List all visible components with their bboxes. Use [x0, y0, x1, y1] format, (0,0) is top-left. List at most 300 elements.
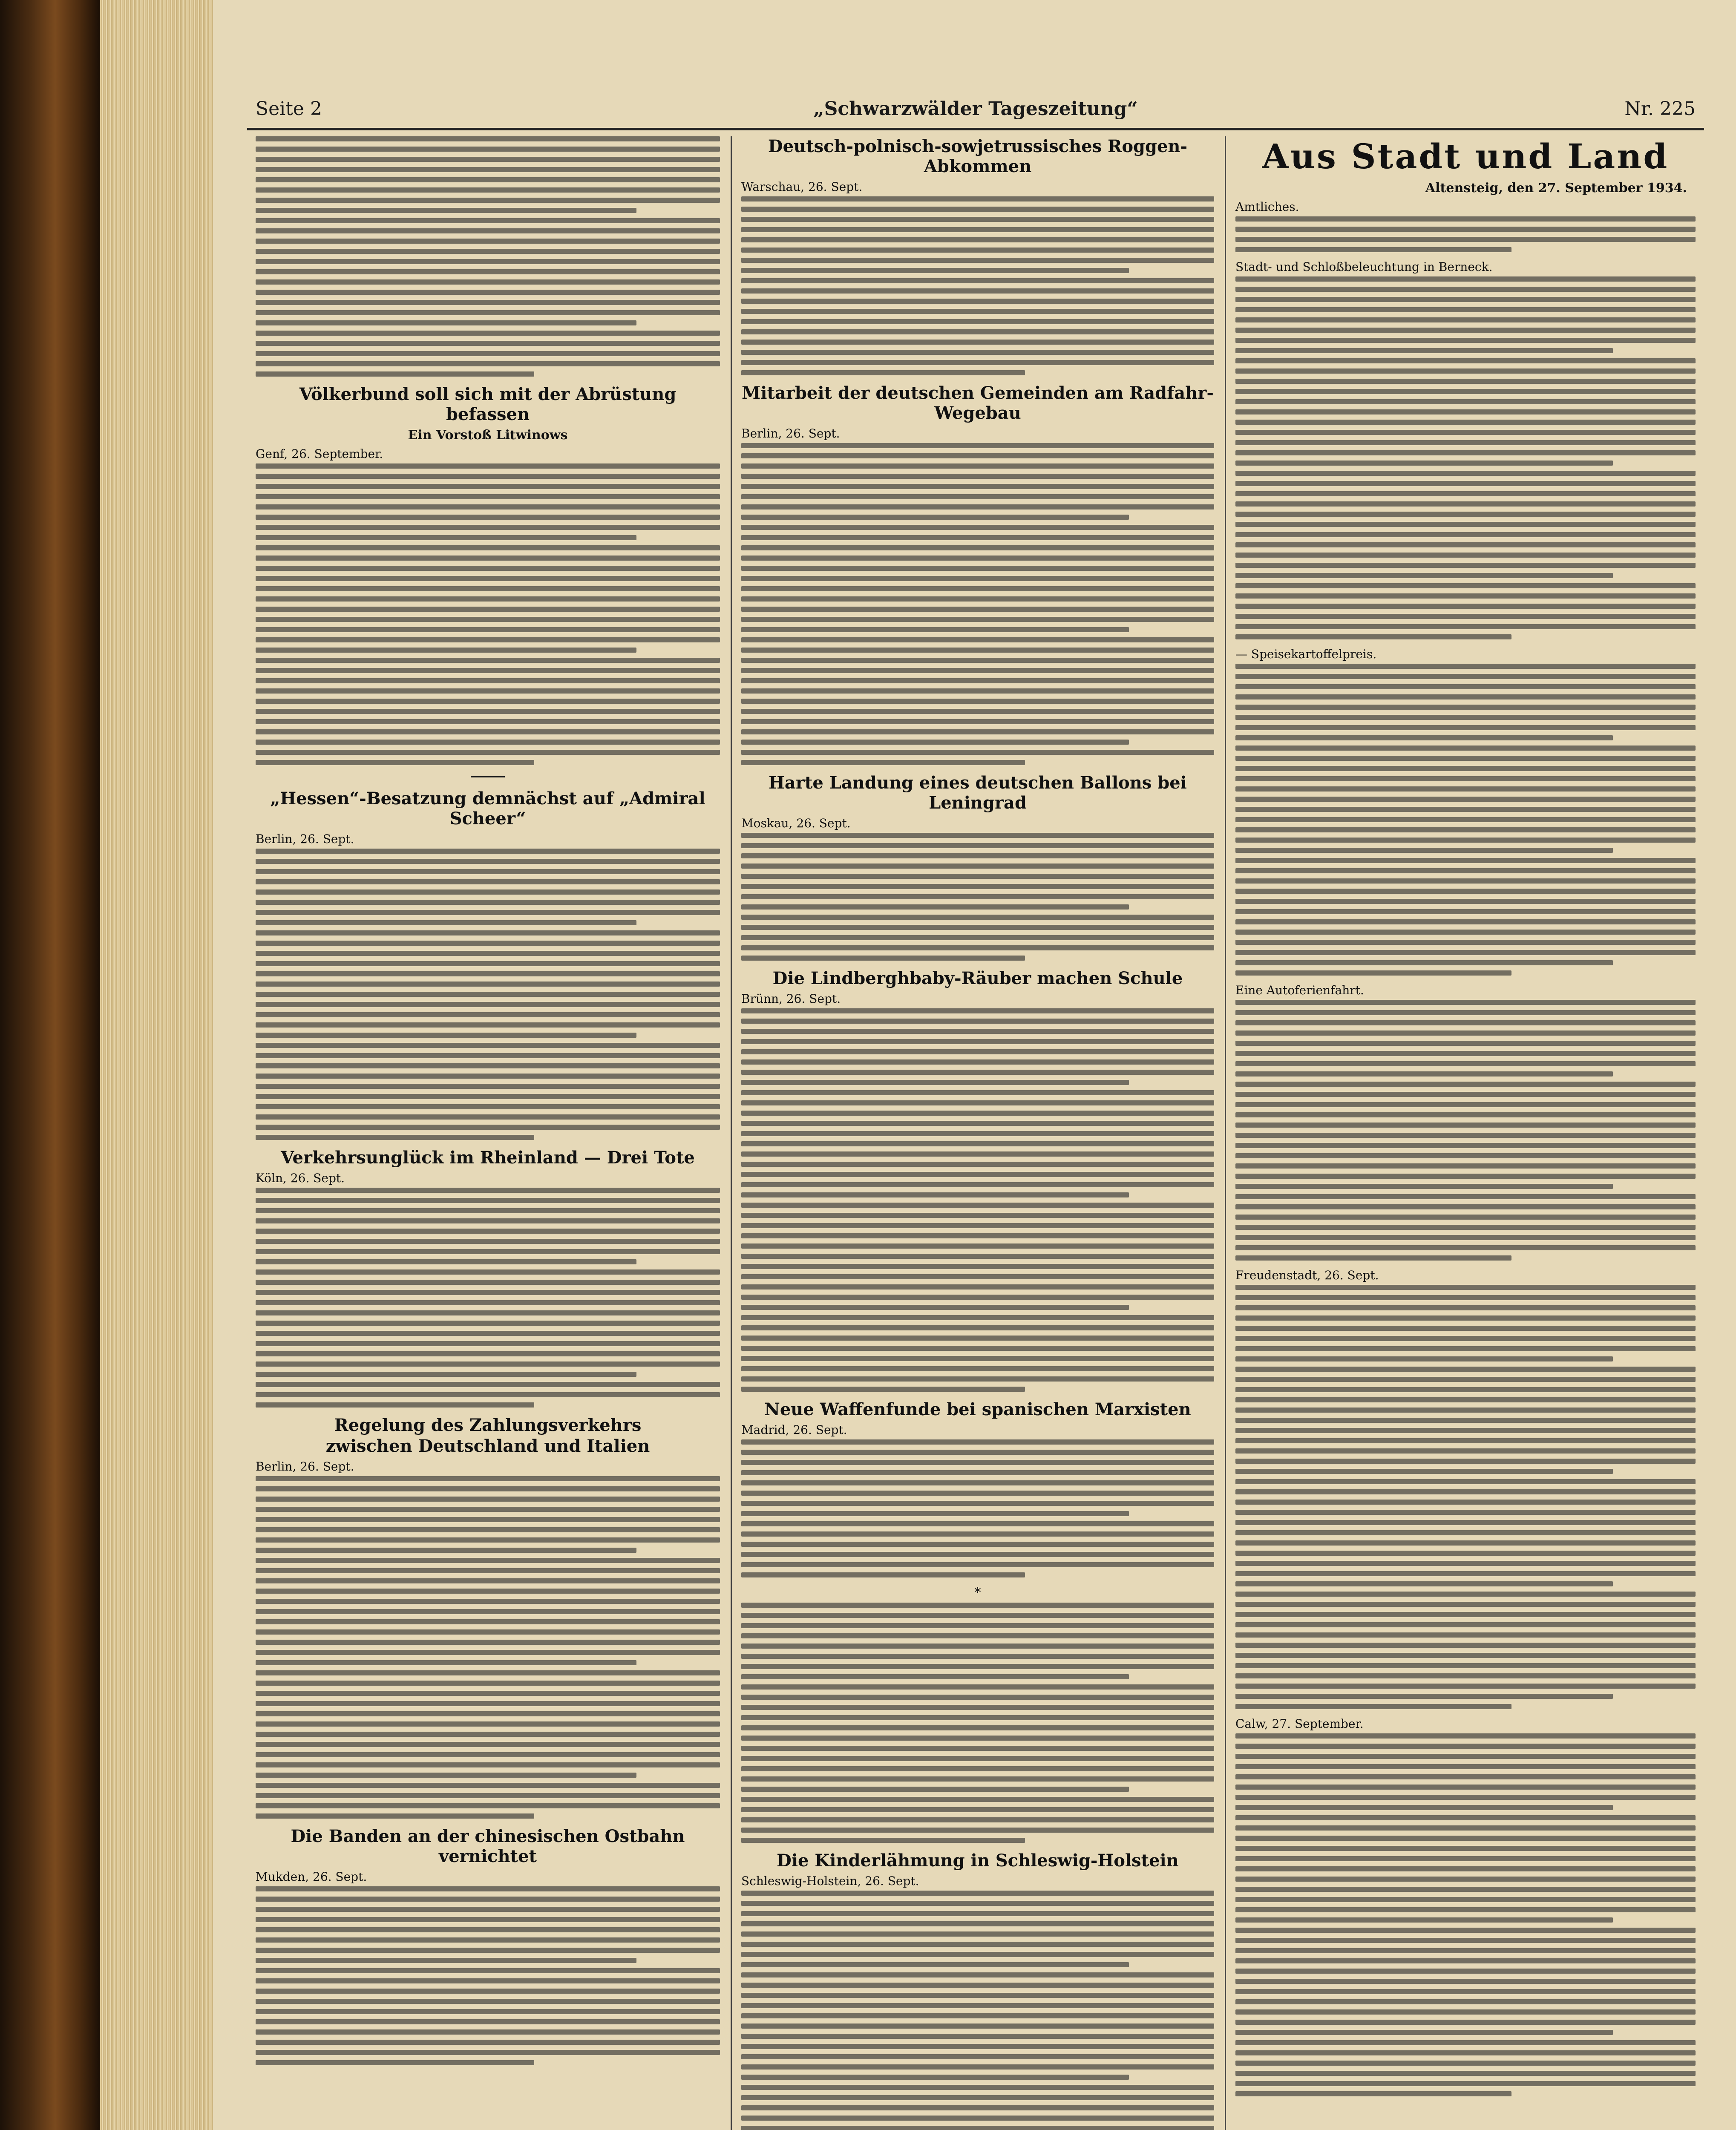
- text-line: [1235, 735, 1613, 740]
- text-line: [256, 1063, 720, 1068]
- article-text: [1235, 1285, 1696, 1709]
- text-line: [1235, 674, 1696, 679]
- text-line: [256, 1486, 720, 1491]
- text-line: [1235, 1479, 1696, 1484]
- text-line: [1235, 1571, 1696, 1576]
- text-line: [741, 1233, 1214, 1238]
- text-line: [741, 1450, 1214, 1455]
- text-line: [741, 1838, 1025, 1843]
- text-line: [1235, 297, 1696, 302]
- article-text: [256, 136, 720, 377]
- text-line: [741, 956, 1025, 961]
- text-line: [1235, 1367, 1696, 1372]
- dateline: Stadt- und Schloßbeleuchtung in Berneck.: [1235, 260, 1493, 274]
- text-line: [741, 709, 1214, 714]
- text-line: [256, 1568, 720, 1573]
- text-line: [256, 1218, 720, 1223]
- text-line: [1235, 1326, 1696, 1331]
- text-line: [1235, 532, 1696, 537]
- text-line: [256, 1999, 720, 2004]
- text-line: [256, 556, 720, 561]
- headline: Die Lindberghbaby-Räuber machen Schule: [772, 968, 1183, 988]
- text-line: [1235, 1694, 1613, 1699]
- text-line: [1235, 563, 1696, 568]
- text-line: [741, 607, 1214, 612]
- text-line: [1235, 1418, 1696, 1423]
- text-line: [741, 1315, 1214, 1320]
- issue-number: Nr. 225: [1624, 98, 1696, 120]
- text-line: [1235, 1999, 1696, 2004]
- text-line: [256, 208, 636, 213]
- text-line: [256, 239, 720, 244]
- text-line: [1235, 338, 1696, 343]
- text-line: [1235, 624, 1696, 629]
- text-line: [256, 1793, 720, 1798]
- text-line: [256, 1650, 720, 1655]
- text-line: [256, 198, 720, 203]
- text-line: [741, 1828, 1214, 1833]
- text-line: [741, 1264, 1214, 1269]
- text-line: [256, 1280, 720, 1285]
- dateline: Berlin, 26. Sept.: [256, 832, 354, 846]
- text-line: [741, 1213, 1214, 1218]
- column-3: [1235, 136, 1696, 2130]
- text-line: [741, 1531, 1214, 1537]
- text-line: [741, 1470, 1214, 1475]
- text-line: [741, 1901, 1214, 1906]
- text-line: [741, 1131, 1214, 1136]
- text-line: [256, 515, 720, 520]
- text-line: [256, 1084, 720, 1089]
- text-line: [1235, 2030, 1613, 2035]
- text-line: [1235, 889, 1696, 894]
- article-text: [741, 1439, 1214, 1577]
- text-line: [741, 1460, 1214, 1465]
- text-line: [741, 319, 1214, 324]
- text-line: [741, 258, 1214, 263]
- text-line: [741, 494, 1214, 499]
- dateline: Calw, 27. September.: [1235, 1717, 1364, 1731]
- text-line: [1235, 1500, 1696, 1505]
- text-line: [1235, 1245, 1696, 1250]
- text-line: [1235, 1448, 1696, 1454]
- text-line: [256, 1989, 720, 1994]
- text-line: [256, 1948, 720, 1953]
- text-line: [1235, 1397, 1696, 1402]
- text-line: [1235, 604, 1696, 609]
- text-line: [256, 147, 720, 152]
- text-line: [741, 1603, 1214, 1608]
- text-line: [741, 2126, 1214, 2130]
- text-line: [741, 2044, 1214, 2049]
- text-line: [1235, 1520, 1696, 1525]
- dateline: Moskau, 26. Sept.: [741, 816, 851, 830]
- text-line: [1235, 1733, 1696, 1739]
- text-line: [1235, 328, 1696, 333]
- text-line: [256, 627, 720, 632]
- text-line: [741, 617, 1214, 622]
- book-binding: [0, 0, 100, 2130]
- text-line: [256, 566, 720, 571]
- dateline: Freudenstadt, 26. Sept.: [1235, 1268, 1379, 1282]
- text-line: [256, 2029, 720, 2035]
- text-line: [741, 525, 1214, 530]
- text-line: [256, 310, 720, 315]
- text-line: [256, 1249, 720, 1254]
- text-line: [1235, 858, 1696, 863]
- text-line: [1235, 1643, 1696, 1648]
- text-line: [256, 463, 720, 469]
- text-line: [256, 637, 720, 642]
- text-line: [741, 1325, 1214, 1330]
- text-line: [256, 1670, 720, 1675]
- text-line: [256, 1681, 720, 1686]
- text-line: [741, 627, 1129, 632]
- text-line: [741, 370, 1025, 375]
- text-line: [741, 1521, 1214, 1526]
- text-line: [1235, 317, 1696, 322]
- text-line: [741, 1100, 1214, 1105]
- text-line: [741, 874, 1214, 879]
- text-line: [256, 709, 720, 714]
- text-line: [256, 1527, 720, 1532]
- text-line: [256, 1732, 720, 1737]
- text-line: [741, 535, 1214, 540]
- text-line: [1235, 1917, 1613, 1923]
- text-line: [741, 1162, 1214, 1167]
- dateline: Berlin, 26. Sept.: [741, 426, 840, 440]
- text-line: [1235, 368, 1696, 374]
- text-line: [1235, 1744, 1696, 1749]
- text-line: [1235, 276, 1696, 282]
- text-line: [741, 1552, 1214, 1557]
- text-line: [1235, 1387, 1696, 1392]
- text-line: [741, 1572, 1025, 1577]
- text-line: [741, 1121, 1214, 1126]
- text-line: [741, 1542, 1214, 1547]
- text-line: [1235, 2050, 1696, 2055]
- text-line: [741, 678, 1214, 683]
- text-line: [741, 1962, 1129, 1967]
- text-line: [741, 545, 1214, 550]
- article-text: [741, 1891, 1214, 2130]
- text-line: [741, 1039, 1214, 1044]
- text-line: [256, 1331, 720, 1336]
- text-line: [256, 1507, 720, 1512]
- text-line: [256, 1691, 720, 1696]
- text-line: [741, 1921, 1214, 1926]
- text-line: [256, 1002, 720, 1007]
- text-line: [256, 1402, 534, 1408]
- text-line: [741, 1295, 1214, 1300]
- text-line: [741, 2075, 1129, 2080]
- text-line: [741, 853, 1214, 858]
- text-line: [1235, 1673, 1696, 1678]
- separator: [471, 776, 505, 777]
- text-line: [1235, 1764, 1696, 1769]
- text-line: [256, 2019, 720, 2024]
- text-line: [256, 668, 720, 673]
- text-line: [741, 935, 1214, 940]
- text-line: [741, 1029, 1214, 1034]
- text-line: [741, 2003, 1214, 2008]
- text-line: [1235, 553, 1696, 558]
- text-line: [1235, 1602, 1696, 1607]
- text-line: [741, 1346, 1214, 1351]
- text-line: [1235, 1305, 1696, 1310]
- text-line: [1235, 838, 1696, 843]
- dateline: — Speisekartoffelpreis.: [1235, 647, 1377, 661]
- text-line: [256, 187, 720, 193]
- text-line: [1235, 461, 1613, 466]
- text-line: [1235, 909, 1696, 914]
- text-line: [256, 1537, 720, 1543]
- text-line: [256, 1548, 636, 1553]
- text-line: [741, 1151, 1214, 1157]
- text-line: [256, 1382, 720, 1387]
- text-line: [256, 688, 720, 694]
- text-line: [741, 699, 1214, 704]
- text-line: [1235, 430, 1696, 435]
- text-line: [1235, 1928, 1696, 1933]
- text-line: [741, 515, 1129, 520]
- text-line: [1235, 379, 1696, 384]
- text-line: [1235, 827, 1696, 832]
- text-line: [741, 207, 1214, 212]
- column-rule: [731, 136, 732, 2130]
- text-line: [741, 760, 1025, 765]
- text-line: [741, 1633, 1214, 1638]
- text-line: [1235, 1438, 1696, 1443]
- text-line: [1235, 878, 1696, 884]
- column-rule: [1225, 136, 1226, 2130]
- text-line: [1235, 756, 1696, 761]
- text-line: [741, 1736, 1214, 1741]
- text-line: [741, 1387, 1025, 1392]
- text-line: [741, 1623, 1214, 1628]
- text-line: [1235, 1653, 1696, 1658]
- text-line: [1235, 1143, 1696, 1148]
- text-line: [1235, 1622, 1696, 1627]
- text-line: [1235, 2091, 1511, 2096]
- text-line: [741, 463, 1214, 469]
- text-line: [741, 1284, 1214, 1290]
- article-text: [1235, 1000, 1696, 1261]
- text-line: [1235, 664, 1696, 669]
- text-line: [256, 859, 720, 864]
- text-line: [1235, 2040, 1696, 2045]
- text-line: [741, 1274, 1214, 1279]
- dateline: Madrid, 26. Sept.: [741, 1423, 847, 1437]
- text-line: [741, 894, 1214, 899]
- text-line: [1235, 1612, 1696, 1617]
- page-number: Seite 2: [256, 98, 322, 120]
- text-line: [1235, 1010, 1696, 1015]
- text-line: [1235, 1774, 1696, 1779]
- text-line: [741, 884, 1214, 889]
- dateline: Brünn, 26. Sept.: [741, 992, 841, 1006]
- text-line: [741, 1243, 1214, 1249]
- text-line: [741, 1993, 1214, 1998]
- text-line: [256, 719, 720, 724]
- text-line: [256, 678, 720, 683]
- text-line: [256, 1783, 720, 1788]
- headline: Mitarbeit der deutschen Gemeinden am Radfahr-Wegebau: [742, 383, 1214, 423]
- text-line: [741, 504, 1214, 509]
- text-line: [1235, 786, 1696, 792]
- text-line: [256, 869, 720, 874]
- text-line: [1235, 684, 1696, 689]
- text-line: [741, 945, 1214, 950]
- text-line: [256, 1104, 720, 1109]
- text-line: [741, 484, 1214, 489]
- text-line: [256, 545, 720, 550]
- text-line: [741, 1817, 1214, 1822]
- newspaper-page: [213, 0, 1736, 2130]
- text-line: [741, 915, 1214, 920]
- text-line: [1235, 817, 1696, 822]
- text-line: [256, 1290, 720, 1295]
- text-line: [741, 237, 1214, 242]
- text-line: [1235, 1082, 1696, 1087]
- text-line: [1235, 1592, 1696, 1597]
- text-line: [1235, 440, 1696, 445]
- text-line: [256, 596, 720, 602]
- text-line: [741, 453, 1214, 458]
- text-line: [1235, 1958, 1696, 1963]
- text-line: [1235, 512, 1696, 517]
- text-line: [256, 1619, 720, 1624]
- text-line: [1235, 1041, 1696, 1046]
- text-line: [256, 535, 636, 540]
- text-line: [741, 925, 1214, 930]
- text-line: [256, 729, 720, 734]
- dateline: Mukden, 26. Sept.: [256, 1870, 367, 1884]
- newspaper-title: „Schwarzwälder Tageszeitung“: [813, 98, 1138, 120]
- text-line: [741, 1376, 1214, 1382]
- text-line: [1235, 542, 1696, 547]
- page-stack-edge: [100, 0, 213, 2130]
- text-line: [1235, 1938, 1696, 1943]
- text-line: [1235, 1356, 1613, 1361]
- text-line: [256, 658, 720, 663]
- text-line: [741, 1654, 1214, 1659]
- text-line: [1235, 1846, 1696, 1851]
- text-line: [256, 1135, 534, 1140]
- text-line: [1235, 1561, 1696, 1566]
- text-line: [741, 1059, 1214, 1065]
- text-line: [256, 218, 720, 223]
- text-line: [1235, 950, 1696, 955]
- text-line: [741, 288, 1214, 294]
- text-line: [1235, 1825, 1696, 1831]
- text-line: [256, 1372, 636, 1377]
- text-line: [741, 1891, 1214, 1896]
- text-line: [256, 1300, 720, 1305]
- text-line: [1235, 715, 1696, 720]
- article-text: [741, 1008, 1214, 1392]
- headline: Völkerbund soll sich mit der Abrüstung befassen: [299, 384, 677, 424]
- text-line: [1235, 1133, 1696, 1138]
- text-line: [256, 879, 720, 884]
- text-line: [1235, 725, 1696, 730]
- headline: Die Kinderlähmung in Schleswig-Holstein: [777, 1851, 1179, 1871]
- text-line: [1235, 1285, 1696, 1290]
- text-line: [741, 1766, 1214, 1771]
- text-line: [741, 750, 1214, 755]
- text-line: [741, 1644, 1214, 1649]
- text-line: [1235, 930, 1696, 935]
- text-line: [256, 341, 720, 346]
- section-title: Aus Stadt und Land: [1262, 136, 1669, 176]
- text-line: [741, 248, 1214, 253]
- text-line: [1235, 1815, 1696, 1820]
- text-line: [741, 2095, 1214, 2100]
- text-line: [1235, 705, 1696, 710]
- text-line: [741, 1705, 1214, 1710]
- text-line: [256, 1773, 636, 1778]
- text-line: [741, 1776, 1214, 1782]
- text-line: [256, 1762, 720, 1767]
- text-line: [741, 1356, 1214, 1361]
- text-line: [256, 740, 720, 745]
- text-line: [256, 910, 720, 915]
- text-line: [741, 1070, 1214, 1075]
- text-line: [1235, 1510, 1696, 1515]
- text-line: [256, 1229, 720, 1234]
- text-line: [1235, 399, 1696, 404]
- text-line: [256, 1053, 720, 1058]
- text-line: [1235, 1489, 1696, 1494]
- text-line: [741, 1141, 1214, 1146]
- text-line: [1235, 216, 1696, 222]
- text-line: [741, 586, 1214, 591]
- text-line: [1235, 1215, 1696, 1220]
- text-line: [741, 1562, 1214, 1567]
- text-line: [1235, 1540, 1696, 1546]
- text-line: [1235, 450, 1696, 455]
- text-line: [256, 1094, 720, 1099]
- text-line: [741, 1695, 1214, 1700]
- text-line: [741, 299, 1214, 304]
- text-line: [1235, 868, 1696, 873]
- text-line: [741, 340, 1214, 345]
- text-line: [1235, 797, 1696, 802]
- text-line: [256, 279, 720, 285]
- text-line: [1235, 807, 1696, 812]
- text-line: [256, 900, 720, 905]
- text-line: [256, 648, 636, 653]
- article-text: [741, 443, 1214, 765]
- headline: Die Banden an der chinesischen Ostbahn vernichtet: [291, 1826, 685, 1866]
- article-text: [741, 833, 1214, 961]
- text-line: [1235, 1684, 1696, 1689]
- text-line: [256, 961, 720, 966]
- text-line: [741, 1501, 1214, 1506]
- text-line: [1235, 1225, 1696, 1230]
- text-line: [1235, 1428, 1696, 1433]
- dateline: Warschau, 26. Sept.: [741, 180, 863, 194]
- text-line: [1235, 1071, 1613, 1077]
- text-line: [741, 1182, 1214, 1187]
- text-line: [1235, 2020, 1696, 2025]
- article-text: [256, 463, 720, 765]
- text-line: [1235, 1112, 1696, 1117]
- text-line: [1235, 1184, 1613, 1189]
- text-line: [256, 1208, 720, 1213]
- text-line: [741, 576, 1214, 581]
- text-line: [1235, 1469, 1613, 1474]
